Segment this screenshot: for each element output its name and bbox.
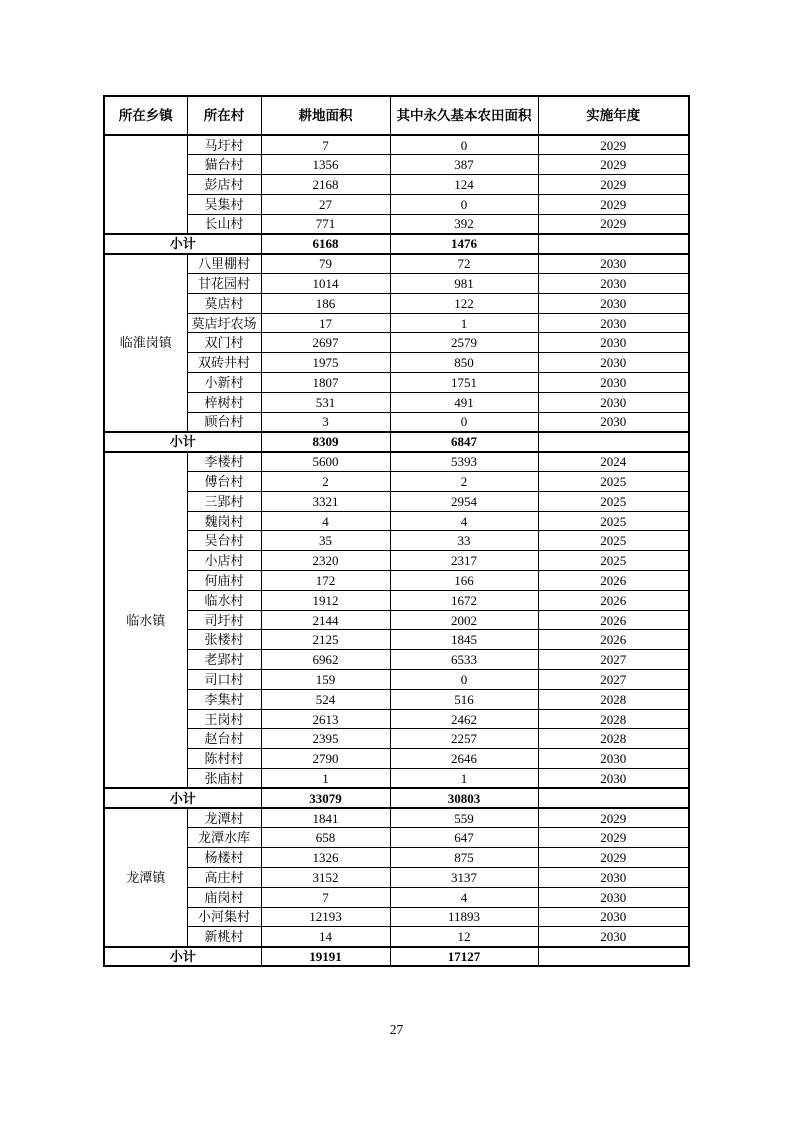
year-cell: 2029 [538, 194, 689, 214]
township-cell: 临水镇 [104, 452, 187, 789]
year-cell: 2028 [538, 729, 689, 749]
subtotal-year-cell [538, 947, 689, 967]
village-cell: 双门村 [187, 333, 261, 353]
village-cell: 陈村村 [187, 749, 261, 769]
page-number: 27 [389, 1022, 404, 1037]
subtotal-row [104, 432, 689, 452]
village-cell: 庙岗村 [187, 887, 261, 907]
table-row [104, 828, 689, 848]
farmland-cell: 2002 [390, 610, 538, 630]
farmland-cell: 2317 [390, 551, 538, 571]
table-row [104, 689, 689, 709]
area-cell: 3152 [261, 867, 390, 887]
area-cell: 14 [261, 927, 390, 947]
farmland-cell: 1672 [390, 590, 538, 610]
year-cell: 2025 [538, 551, 689, 571]
farmland-cell: 1751 [390, 373, 538, 393]
table-row [104, 373, 689, 393]
farmland-cell: 2462 [390, 709, 538, 729]
area-cell: 771 [261, 214, 390, 234]
table-row [104, 551, 689, 571]
village-cell: 龙潭村 [187, 808, 261, 828]
farmland-cell: 2954 [390, 491, 538, 511]
subtotal-area-cell: 6168 [261, 234, 390, 254]
farmland-cell: 0 [390, 412, 538, 432]
table-row [104, 571, 689, 591]
village-cell: 长山村 [187, 214, 261, 234]
area-cell: 1841 [261, 808, 390, 828]
township-cell: 龙潭镇 [104, 808, 187, 947]
header-cultivated-area: 耕地面积 [261, 96, 390, 135]
table-row [104, 808, 689, 828]
area-cell: 658 [261, 828, 390, 848]
table-row [104, 650, 689, 670]
village-cell: 杨楼村 [187, 848, 261, 868]
area-cell: 2613 [261, 709, 390, 729]
area-cell: 1 [261, 769, 390, 789]
village-cell: 李集村 [187, 689, 261, 709]
year-cell: 2025 [538, 472, 689, 492]
area-cell: 2144 [261, 610, 390, 630]
year-cell: 2030 [538, 313, 689, 333]
table-row [104, 175, 689, 195]
area-cell: 159 [261, 670, 390, 690]
year-cell: 2030 [538, 412, 689, 432]
table-header [104, 96, 689, 135]
subtotal-year-cell [538, 432, 689, 452]
farmland-cell: 0 [390, 670, 538, 690]
table-row [104, 491, 689, 511]
village-cell: 李楼村 [187, 452, 261, 472]
table-row [104, 274, 689, 294]
farmland-cell: 516 [390, 689, 538, 709]
area-cell: 35 [261, 531, 390, 551]
table-row [104, 313, 689, 333]
year-cell: 2030 [538, 333, 689, 353]
year-cell: 2030 [538, 293, 689, 313]
table-row [104, 194, 689, 214]
village-cell: 司口村 [187, 670, 261, 690]
year-cell: 2026 [538, 610, 689, 630]
year-cell: 2030 [538, 392, 689, 412]
farmland-cell: 6533 [390, 650, 538, 670]
area-cell: 2320 [261, 551, 390, 571]
farmland-cell: 166 [390, 571, 538, 591]
village-cell: 三郢村 [187, 491, 261, 511]
year-cell: 2025 [538, 491, 689, 511]
year-cell: 2025 [538, 531, 689, 551]
area-cell: 2 [261, 472, 390, 492]
year-cell: 2025 [538, 511, 689, 531]
year-cell: 2028 [538, 689, 689, 709]
area-cell: 12193 [261, 907, 390, 927]
year-cell: 2029 [538, 155, 689, 175]
farmland-cell: 11893 [390, 907, 538, 927]
subtotal-area-cell: 19191 [261, 947, 390, 967]
subtotal-year-cell [538, 234, 689, 254]
village-cell: 吴台村 [187, 531, 261, 551]
subtotal-area-cell: 8309 [261, 432, 390, 452]
village-cell: 王岗村 [187, 709, 261, 729]
table-row [104, 531, 689, 551]
area-cell: 2697 [261, 333, 390, 353]
farmland-cell: 0 [390, 135, 538, 155]
table-row [104, 293, 689, 313]
farmland-cell: 72 [390, 254, 538, 274]
year-cell: 2029 [538, 808, 689, 828]
table-row [104, 769, 689, 789]
village-cell: 高庄村 [187, 867, 261, 887]
subtotal-label: 小计 [104, 234, 261, 254]
village-cell: 临水村 [187, 590, 261, 610]
farmland-cell: 875 [390, 848, 538, 868]
year-cell: 2026 [538, 571, 689, 591]
table-row [104, 472, 689, 492]
table-row [104, 155, 689, 175]
village-cell: 八里棚村 [187, 254, 261, 274]
year-cell: 2030 [538, 353, 689, 373]
year-cell: 2030 [538, 373, 689, 393]
year-cell: 2027 [538, 650, 689, 670]
village-cell: 张庙村 [187, 769, 261, 789]
year-cell: 2030 [538, 867, 689, 887]
area-cell: 524 [261, 689, 390, 709]
year-cell: 2029 [538, 175, 689, 195]
subtotal-farmland-cell: 17127 [390, 947, 538, 967]
year-cell: 2030 [538, 769, 689, 789]
table-row [104, 254, 689, 274]
village-cell: 何庙村 [187, 571, 261, 591]
area-cell: 3 [261, 412, 390, 432]
farmland-cell: 981 [390, 274, 538, 294]
farmland-cell: 1 [390, 769, 538, 789]
farmland-cell: 4 [390, 511, 538, 531]
village-cell: 赵台村 [187, 729, 261, 749]
area-cell: 7 [261, 135, 390, 155]
table-row [104, 749, 689, 769]
area-cell: 6962 [261, 650, 390, 670]
land-table [103, 95, 690, 967]
table-row [104, 729, 689, 749]
farmland-cell: 12 [390, 927, 538, 947]
table-body [104, 135, 689, 966]
village-cell: 莫店圩农场 [187, 313, 261, 333]
subtotal-farmland-cell: 30803 [390, 788, 538, 808]
subtotal-farmland-cell: 6847 [390, 432, 538, 452]
area-cell: 1356 [261, 155, 390, 175]
farmland-cell: 2 [390, 472, 538, 492]
table-row [104, 135, 689, 155]
village-cell: 吴集村 [187, 194, 261, 214]
township-cell [104, 135, 187, 234]
subtotal-label: 小计 [104, 432, 261, 452]
header-row [104, 96, 689, 135]
area-cell: 7 [261, 887, 390, 907]
area-cell: 2168 [261, 175, 390, 195]
farmland-cell: 387 [390, 155, 538, 175]
area-cell: 1912 [261, 590, 390, 610]
year-cell: 2029 [538, 214, 689, 234]
farmland-cell: 2646 [390, 749, 538, 769]
area-cell: 1014 [261, 274, 390, 294]
farmland-cell: 0 [390, 194, 538, 214]
area-cell: 2395 [261, 729, 390, 749]
year-cell: 2030 [538, 887, 689, 907]
table-row [104, 590, 689, 610]
farmland-cell: 33 [390, 531, 538, 551]
subtotal-row [104, 234, 689, 254]
year-cell: 2029 [538, 848, 689, 868]
area-cell: 1975 [261, 353, 390, 373]
year-cell: 2029 [538, 828, 689, 848]
year-cell: 2030 [538, 254, 689, 274]
table-row [104, 848, 689, 868]
table-row [104, 670, 689, 690]
area-cell: 5600 [261, 452, 390, 472]
year-cell: 2030 [538, 907, 689, 927]
farmland-cell: 3137 [390, 867, 538, 887]
table-row [104, 907, 689, 927]
area-cell: 186 [261, 293, 390, 313]
village-cell: 龙潭水库 [187, 828, 261, 848]
table-row [104, 412, 689, 432]
farmland-cell: 124 [390, 175, 538, 195]
subtotal-area-cell: 33079 [261, 788, 390, 808]
table-row [104, 333, 689, 353]
area-cell: 1326 [261, 848, 390, 868]
village-cell: 甘花园村 [187, 274, 261, 294]
year-cell: 2028 [538, 709, 689, 729]
table-row [104, 353, 689, 373]
village-cell: 双砖井村 [187, 353, 261, 373]
table-row [104, 511, 689, 531]
village-cell: 梓树村 [187, 392, 261, 412]
area-cell: 79 [261, 254, 390, 274]
village-cell: 新桃村 [187, 927, 261, 947]
farmland-cell: 392 [390, 214, 538, 234]
table-row [104, 867, 689, 887]
farmland-cell: 5393 [390, 452, 538, 472]
village-cell: 老郢村 [187, 650, 261, 670]
area-cell: 1807 [261, 373, 390, 393]
header-township: 所在乡镇 [104, 96, 187, 135]
year-cell: 2026 [538, 590, 689, 610]
area-cell: 4 [261, 511, 390, 531]
farmland-cell: 4 [390, 887, 538, 907]
table-row [104, 630, 689, 650]
year-cell: 2030 [538, 274, 689, 294]
subtotal-row [104, 947, 689, 967]
area-cell: 27 [261, 194, 390, 214]
header-village: 所在村 [187, 96, 261, 135]
table-row [104, 709, 689, 729]
village-cell: 猫台村 [187, 155, 261, 175]
subtotal-year-cell [538, 788, 689, 808]
village-cell: 彭店村 [187, 175, 261, 195]
farmland-cell: 2579 [390, 333, 538, 353]
table-row [104, 610, 689, 630]
farmland-cell: 122 [390, 293, 538, 313]
farmland-cell: 647 [390, 828, 538, 848]
area-cell: 2790 [261, 749, 390, 769]
subtotal-row [104, 788, 689, 808]
table-row [104, 452, 689, 472]
area-cell: 2125 [261, 630, 390, 650]
subtotal-label: 小计 [104, 947, 261, 967]
year-cell: 2026 [538, 630, 689, 650]
year-cell: 2030 [538, 749, 689, 769]
area-cell: 17 [261, 313, 390, 333]
year-cell: 2029 [538, 135, 689, 155]
table-row [104, 887, 689, 907]
table-row [104, 214, 689, 234]
farmland-cell: 850 [390, 353, 538, 373]
village-cell: 傅台村 [187, 472, 261, 492]
subtotal-label: 小计 [104, 788, 261, 808]
table-row [104, 392, 689, 412]
village-cell: 小店村 [187, 551, 261, 571]
farmland-cell: 491 [390, 392, 538, 412]
table-row [104, 927, 689, 947]
area-cell: 531 [261, 392, 390, 412]
header-implementation-year: 实施年度 [538, 96, 689, 135]
village-cell: 小河集村 [187, 907, 261, 927]
farmland-cell: 559 [390, 808, 538, 828]
village-cell: 顾台村 [187, 412, 261, 432]
farmland-cell: 2257 [390, 729, 538, 749]
farmland-cell: 1 [390, 313, 538, 333]
subtotal-farmland-cell: 1476 [390, 234, 538, 254]
village-cell: 司圩村 [187, 610, 261, 630]
year-cell: 2030 [538, 927, 689, 947]
year-cell: 2027 [538, 670, 689, 690]
area-cell: 3321 [261, 491, 390, 511]
village-cell: 小新村 [187, 373, 261, 393]
village-cell: 魏岗村 [187, 511, 261, 531]
farmland-cell: 1845 [390, 630, 538, 650]
year-cell: 2024 [538, 452, 689, 472]
township-cell: 临淮岗镇 [104, 254, 187, 432]
village-cell: 马圩村 [187, 135, 261, 155]
village-cell: 张楼村 [187, 630, 261, 650]
area-cell: 172 [261, 571, 390, 591]
village-cell: 莫店村 [187, 293, 261, 313]
header-basic-farmland-area: 其中永久基本农田面积 [390, 96, 538, 135]
